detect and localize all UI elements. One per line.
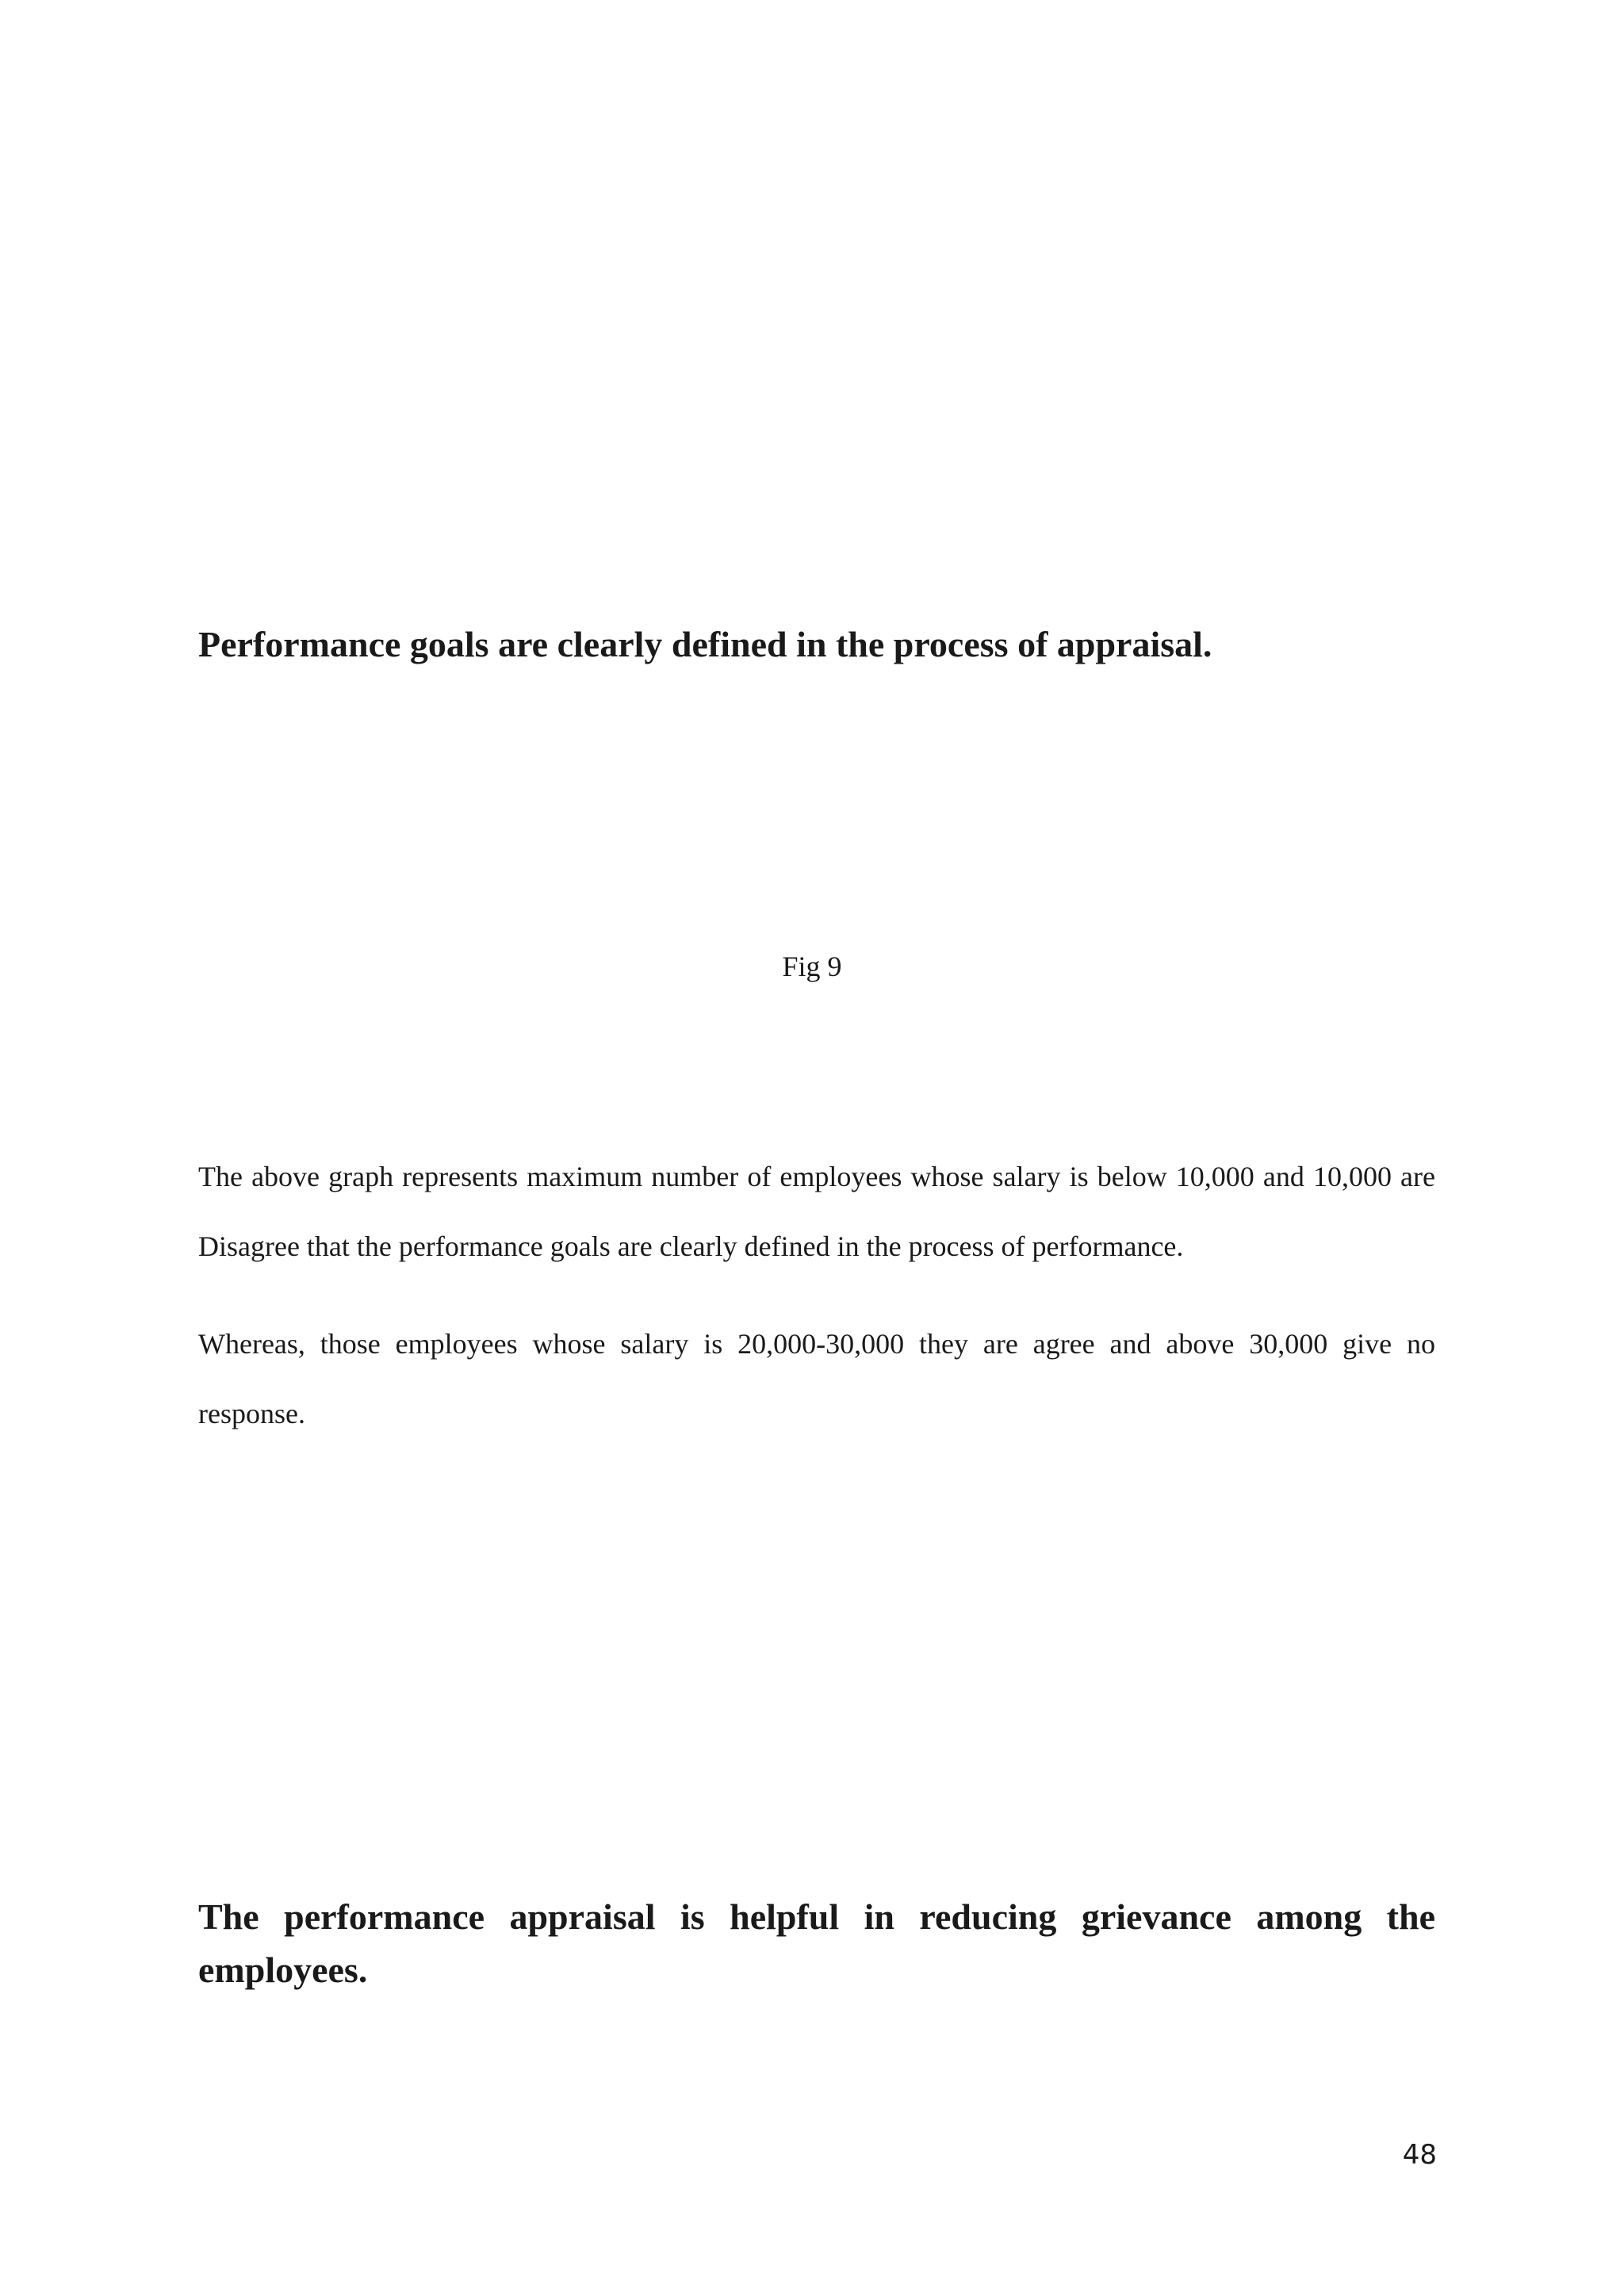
figure-caption: Fig 9 [782, 951, 842, 982]
body-paragraph-1: The above graph represents maximum number of employees whose salary is below 10,000 and 10,000 are Disagree that the performance goals are clearly defined in the process of performance. [198, 1161, 1435, 1262]
section-heading-performance-goals: Performance goals are clearly defined in the process of appraisal. [198, 624, 1212, 664]
page-number: 48 [1402, 2139, 1437, 2171]
body-paragraph-2: Whereas, those employees whose salary is 20,000-30,000 they are agree and above 30,000 give no response. [198, 1328, 1435, 1429]
section-heading-grievance: The performance appraisal is helpful in reducing grievance among the employees. [198, 1896, 1435, 1990]
